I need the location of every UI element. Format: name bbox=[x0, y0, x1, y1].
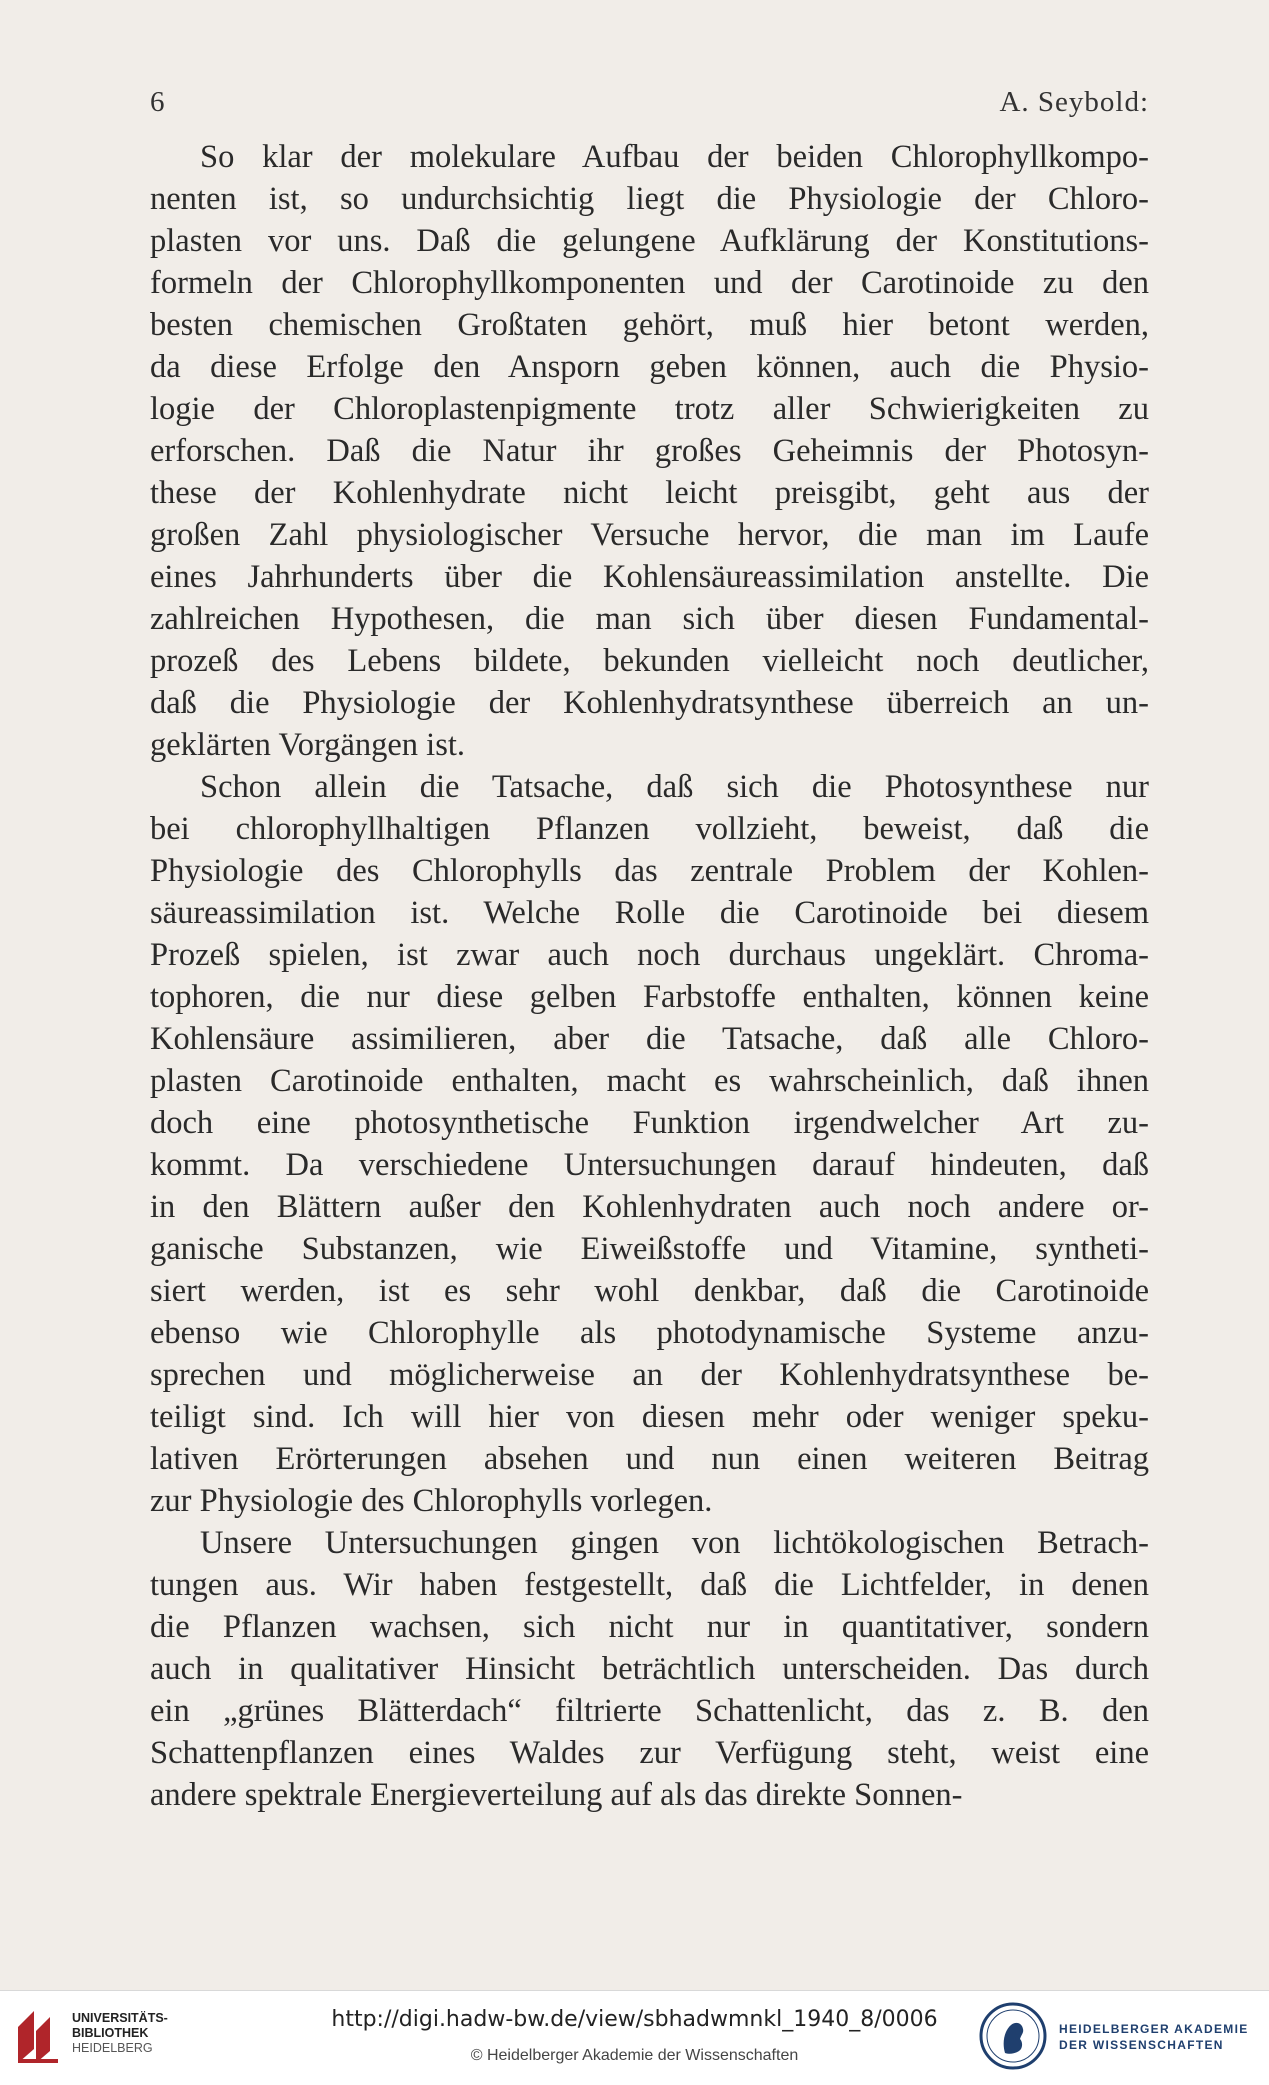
page-number: 6 bbox=[150, 86, 165, 118]
text-line: logie der Chloroplastenpigmente trotz aller Schwierigkeiten zu bbox=[150, 391, 1149, 427]
library-line: UNIVERSITÄTS- bbox=[72, 2011, 168, 2025]
text-line: zahlreichen Hypothesen, die man sich über diesen Fundamental- bbox=[150, 601, 1149, 637]
library-line: BIBLIOTHEK bbox=[72, 2026, 149, 2040]
copyright-notice: © Heidelberger Akademie der Wissenschaften bbox=[470, 2047, 799, 2064]
text-line: Kohlensäure assimilieren, aber die Tatsache, daß alle Chloro- bbox=[150, 1021, 1149, 1057]
text-line: auch in qualitativer Hinsicht beträchtlich unterscheiden. Das durch bbox=[150, 1651, 1149, 1687]
text-line: teiligt sind. Ich will hier von diesen mehr oder weniger speku- bbox=[150, 1399, 1149, 1435]
library-line: HEIDELBERG bbox=[72, 2041, 153, 2055]
text-line: formeln der Chlorophyllkomponenten und der Carotinoide zu den bbox=[150, 265, 1149, 301]
text-line: plasten vor uns. Daß die gelungene Aufklärung der Konstitutions- bbox=[150, 223, 1149, 259]
text-line: daß die Physiologie der Kohlenhydratsynthese überreich an un- bbox=[150, 685, 1149, 721]
text-line: die Pflanzen wachsen, sich nicht nur in quantitativer, sondern bbox=[150, 1609, 1149, 1645]
text-line: großen Zahl physiologischer Versuche hervor, die man im Laufe bbox=[150, 517, 1149, 553]
running-head: A. Seybold: bbox=[999, 86, 1149, 118]
text-line: these der Kohlenhydrate nicht leicht preisgibt, geht aus der bbox=[150, 475, 1149, 511]
text-line: lativen Erörterungen absehen und nun einen weiteren Beitrag bbox=[150, 1441, 1149, 1477]
text-line: zur Physiologie des Chlorophylls vorlegen. bbox=[150, 1483, 713, 1519]
text-line: tungen aus. Wir haben festgestellt, daß die Lichtfelder, in denen bbox=[150, 1567, 1149, 1603]
text-line: geklärten Vorgängen ist. bbox=[150, 727, 466, 763]
page-header bbox=[150, 86, 1149, 126]
text-line: eines Jahrhunderts über die Kohlensäureassimilation anstellte. Die bbox=[150, 559, 1149, 595]
text-line: ganische Substanzen, wie Eiweißstoffe und Vitamine, syntheti- bbox=[150, 1231, 1149, 1267]
text-line: Schattenpflanzen eines Waldes zur Verfügung steht, weist eine bbox=[150, 1735, 1149, 1771]
academy-seal-icon bbox=[978, 2001, 1048, 2071]
paragraph bbox=[150, 136, 1149, 766]
academy-line: HEIDELBERGER AKADEMIE bbox=[1059, 2022, 1249, 2036]
text-line: tophoren, die nur diese gelben Farbstoffe enthalten, können keine bbox=[150, 979, 1149, 1015]
academy-line: DER WISSENSCHAFTEN bbox=[1059, 2038, 1224, 2052]
body-text bbox=[150, 136, 1149, 1816]
text-line: prozeß des Lebens bildete, bekunden vielleicht noch deutlicher, bbox=[150, 643, 1149, 679]
text-line: So klar der molekulare Aufbau der beiden Chlorophyllkompo- bbox=[200, 139, 1149, 175]
text-line: sprechen und möglicherweise an der Kohlenhydratsynthese be- bbox=[150, 1357, 1149, 1393]
text-line: bei chlorophyllhaltigen Pflanzen vollzieht, beweist, daß die bbox=[150, 811, 1149, 847]
text-line: da diese Erfolge den Ansporn geben können, auch die Physio- bbox=[150, 349, 1149, 385]
text-line: säureassimilation ist. Welche Rolle die Carotinoide bei diesem bbox=[150, 895, 1149, 931]
text-line: siert werden, ist es sehr wohl denkbar, daß die Carotinoide bbox=[150, 1273, 1149, 1309]
text-line: in den Blättern außer den Kohlenhydraten auch noch andere or- bbox=[150, 1189, 1149, 1225]
text-line: nenten ist, so undurchsichtig liegt die Physiologie der Chloro- bbox=[150, 181, 1149, 217]
text-line: Prozeß spielen, ist zwar auch noch durchaus ungeklärt. Chroma- bbox=[150, 937, 1149, 973]
page-url-link[interactable]: http://digi.hadw-bw.de/view/sbhadwmnkl_1940_8/0006 bbox=[331, 2007, 938, 2032]
text-line: ein „grünes Blätterdach“ filtrierte Schattenlicht, das z. B. den bbox=[150, 1693, 1149, 1729]
footer-bar bbox=[0, 1990, 1269, 2085]
text-line: erforschen. Daß die Natur ihr großes Geheimnis der Photosyn- bbox=[150, 433, 1149, 469]
text-line: Schon allein die Tatsache, daß sich die Photosynthese nur bbox=[200, 769, 1149, 805]
academy-name bbox=[1059, 2021, 1249, 2053]
text-line: kommt. Da verschiedene Untersuchungen darauf hindeuten, daß bbox=[150, 1147, 1149, 1183]
text-line: besten chemischen Großtaten gehört, muß hier betont werden, bbox=[150, 307, 1149, 343]
text-line: plasten Carotinoide enthalten, macht es wahrscheinlich, daß ihnen bbox=[150, 1063, 1149, 1099]
text-line: doch eine photosynthetische Funktion irgendwelcher Art zu- bbox=[150, 1105, 1149, 1141]
paragraph bbox=[150, 766, 1149, 1522]
text-line: andere spektrale Energieverteilung auf als das direkte Sonnen- bbox=[150, 1777, 963, 1813]
paragraph bbox=[150, 1522, 1149, 1816]
text-line: Physiologie des Chlorophylls das zentrale Problem der Kohlen- bbox=[150, 853, 1149, 889]
text-line: ebenso wie Chlorophylle als photodynamische Systeme anzu- bbox=[150, 1315, 1149, 1351]
text-line: Unsere Untersuchungen gingen von lichtökologischen Betrach- bbox=[200, 1525, 1149, 1561]
